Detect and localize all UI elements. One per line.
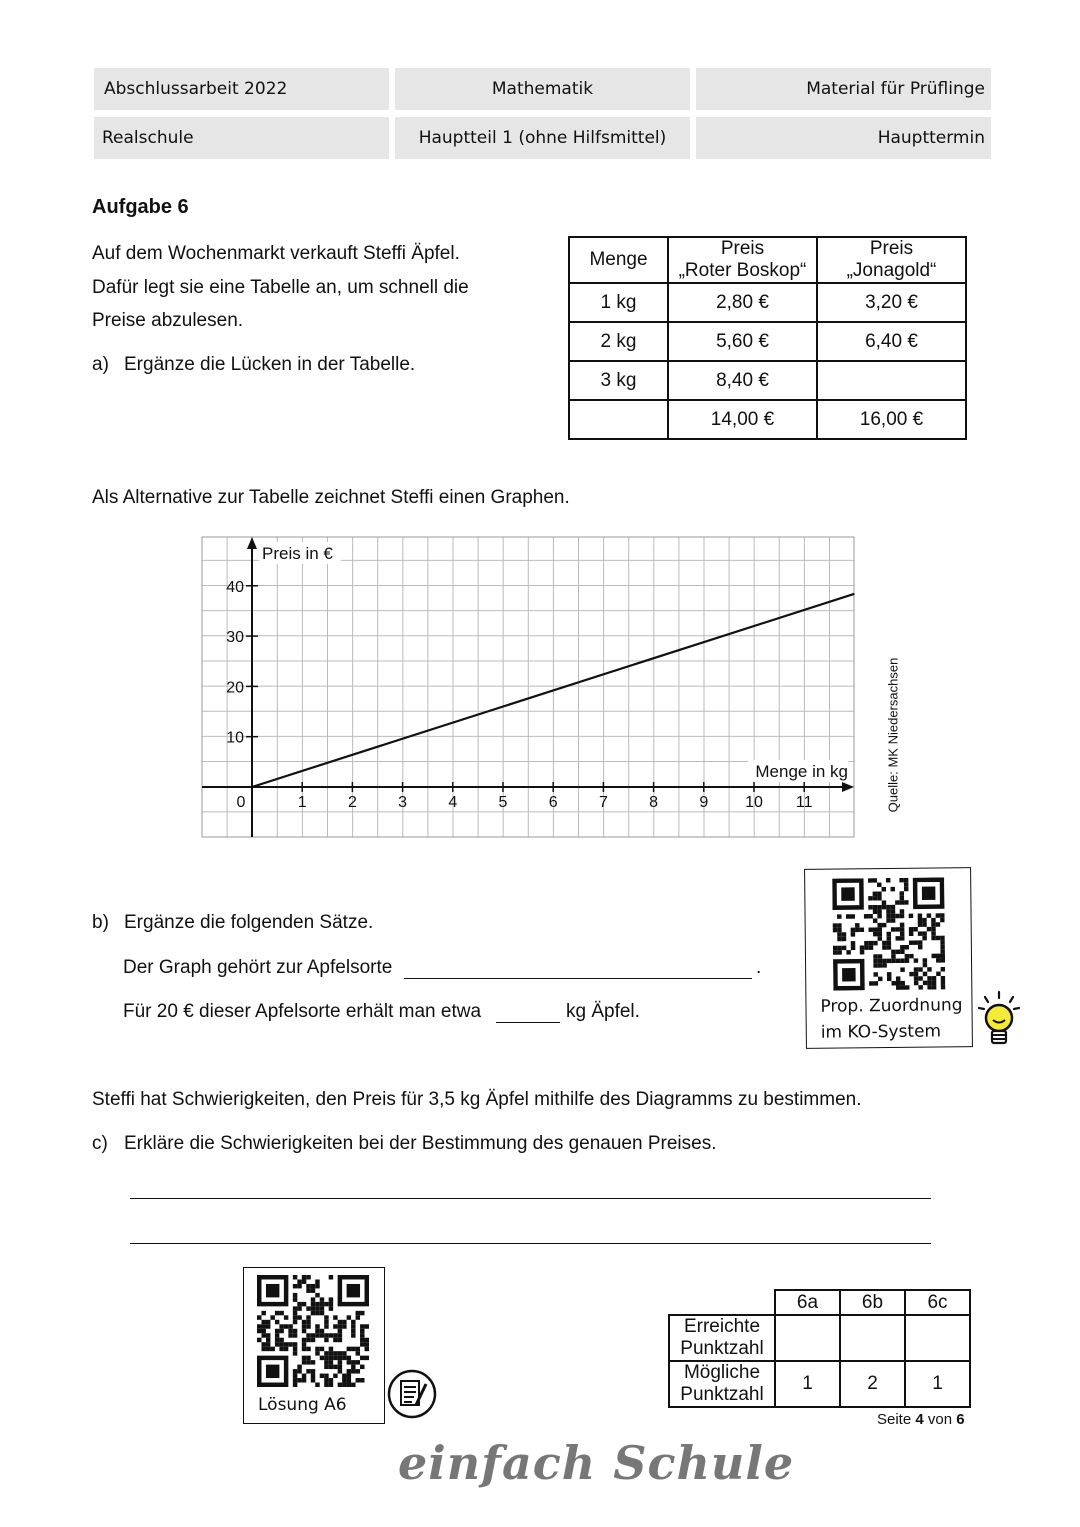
y-axis-arrow	[247, 537, 257, 549]
x-tick-label: 4	[448, 794, 458, 811]
points-table	[668, 1289, 971, 1408]
c-intro: Steffi hat Schwierigkeiten, den Preis für 3,5 kg Äpfel mithilfe des Diagramms zu bestimmen.	[92, 1089, 862, 1110]
header-term-text: Haupttermin	[877, 128, 985, 148]
qr-code-icon	[257, 1275, 369, 1387]
header-boskop-name: „Roter Boskop“	[678, 260, 807, 281]
cell-menge: 2 kg	[569, 322, 668, 361]
cell-jonagold: 16,00 €	[817, 400, 966, 439]
y-tick-label: 40	[226, 578, 244, 596]
qr-code-icon	[832, 877, 945, 990]
header-menge: Menge	[569, 237, 668, 283]
page-total: 6	[956, 1411, 965, 1428]
qr-caption-line2: im KO-System	[820, 1021, 942, 1043]
y-axis-label: Preis in €	[262, 544, 333, 563]
answer-line-c-1[interactable]	[130, 1180, 931, 1199]
task-a-label: a)	[92, 354, 109, 375]
page-mid: von	[923, 1411, 957, 1428]
intro-line-2: Dafür legt sie eine Tabelle an, um schnell die	[92, 277, 469, 298]
points-col-6b: 6b	[840, 1290, 905, 1315]
header-preis-1: Preis	[720, 238, 765, 259]
task-title: Aufgabe 6	[92, 196, 189, 218]
header-jonagold-name: „Jonagold“	[846, 260, 937, 281]
x-tick-label: 11	[795, 794, 813, 811]
page-current: 4	[915, 1411, 924, 1428]
x-tick-label: 8	[649, 794, 659, 811]
b-sentence1-end: .	[756, 957, 762, 978]
b-sentence2: Für 20 € dieser Apfelsorte erhält man etwa	[123, 1001, 482, 1022]
x-tick-label: 1	[297, 794, 307, 811]
header-material-text: Material für Prüflinge	[806, 79, 985, 99]
x-axis-label: Menge in kg	[755, 762, 848, 781]
x-tick-label: 3	[398, 794, 408, 811]
b-sentence1: Der Graph gehört zur Apfelsorte	[123, 957, 393, 978]
header-subject-text: Mathematik	[491, 79, 594, 99]
x-tick-label: 0	[236, 794, 246, 811]
x-tick-label: 6	[548, 794, 558, 811]
answer-line-c-2[interactable]	[130, 1225, 931, 1244]
x-tick-label: 5	[498, 794, 508, 811]
points-possible-6a: 1	[775, 1361, 840, 1407]
y-tick-label: 10	[226, 729, 244, 747]
page-prefix: Seite	[877, 1411, 916, 1428]
cell-jonagold: 6,40 €	[817, 322, 966, 361]
x-tick-label: 2	[347, 794, 357, 811]
task-a-text: Ergänze die Lücken in der Tabelle.	[124, 354, 416, 375]
answer-line-apfelsorte[interactable]	[404, 958, 752, 979]
cell-boskop: 2,80 €	[668, 283, 817, 322]
points-col-6a: 6a	[775, 1290, 840, 1315]
graph-intro: Als Alternative zur Tabelle zeichnet Steffi einen Graphen.	[92, 487, 570, 508]
watermark: einfach Schule	[398, 1436, 795, 1490]
b-sentence2-end: kg Äpfel.	[566, 1001, 640, 1022]
points-possible-label	[669, 1361, 775, 1407]
possible-label-1: Mögliche	[683, 1362, 761, 1383]
points-reached-row	[669, 1315, 970, 1361]
qr-caption-loesung: Lösung A6	[258, 1395, 347, 1415]
x-tick-label: 7	[598, 794, 608, 811]
points-col-6c: 6c	[905, 1290, 970, 1315]
cell-jonagold: 3,20 €	[817, 283, 966, 322]
task-c-label: c)	[92, 1133, 108, 1154]
qr-caption-line1: Prop. Zuordnung	[820, 995, 963, 1017]
cell-menge: 3 kg	[569, 361, 668, 400]
x-axis-arrow	[842, 782, 854, 792]
qr-code-box-zuordnung[interactable]	[804, 867, 973, 1049]
chart-ticks	[226, 579, 812, 811]
cell-boskop: 8,40 €	[668, 361, 817, 400]
header-part-text: Hauptteil 1 (ohne Hilfsmittel)	[418, 128, 667, 148]
points-header-row	[669, 1290, 970, 1315]
header-school-text: Realschule	[102, 128, 194, 148]
points-possible-row	[669, 1361, 970, 1407]
cell-menge: 1 kg	[569, 283, 668, 322]
y-tick-label: 20	[226, 679, 244, 697]
lightbulb-icon	[975, 990, 1023, 1048]
points-reached-label	[669, 1315, 775, 1361]
header-exam-text: Abschlussarbeit 2022	[104, 79, 288, 99]
page-number	[877, 1411, 965, 1428]
points-possible-6c: 1	[905, 1361, 970, 1407]
points-reached-6c[interactable]	[905, 1315, 970, 1361]
document-pen-icon	[386, 1368, 438, 1420]
qr-code-box-loesung[interactable]	[243, 1267, 385, 1424]
points-corner	[669, 1290, 775, 1315]
reached-label-2: Punktzahl	[680, 1338, 764, 1359]
task-b-label: b)	[92, 912, 109, 933]
x-tick-label: 9	[699, 794, 709, 811]
points-reached-6b[interactable]	[840, 1315, 905, 1361]
task-c-text: Erkläre die Schwierigkeiten bei der Bestimmung des genauen Preises.	[124, 1133, 717, 1154]
answer-line-kg[interactable]	[496, 1002, 560, 1023]
reached-label-1: Erreichte	[683, 1316, 761, 1337]
source-label: Quelle: MK Niedersachsen	[885, 657, 901, 813]
possible-label-2: Punktzahl	[680, 1384, 764, 1405]
cell-boskop: 5,60 €	[668, 322, 817, 361]
chart-grid	[202, 537, 854, 837]
points-reached-6a[interactable]	[775, 1315, 840, 1361]
cell-boskop: 14,00 €	[668, 400, 817, 439]
task-b-text: Ergänze die folgenden Sätze.	[124, 912, 374, 933]
points-possible-6b: 2	[840, 1361, 905, 1407]
x-tick-label: 10	[745, 794, 763, 811]
intro-line-1: Auf dem Wochenmarkt verkauft Steffi Äpfel.	[92, 243, 460, 264]
header-preis-2: Preis	[869, 238, 914, 259]
y-tick-label: 30	[226, 629, 244, 647]
intro-line-3: Preise abzulesen.	[92, 310, 244, 331]
